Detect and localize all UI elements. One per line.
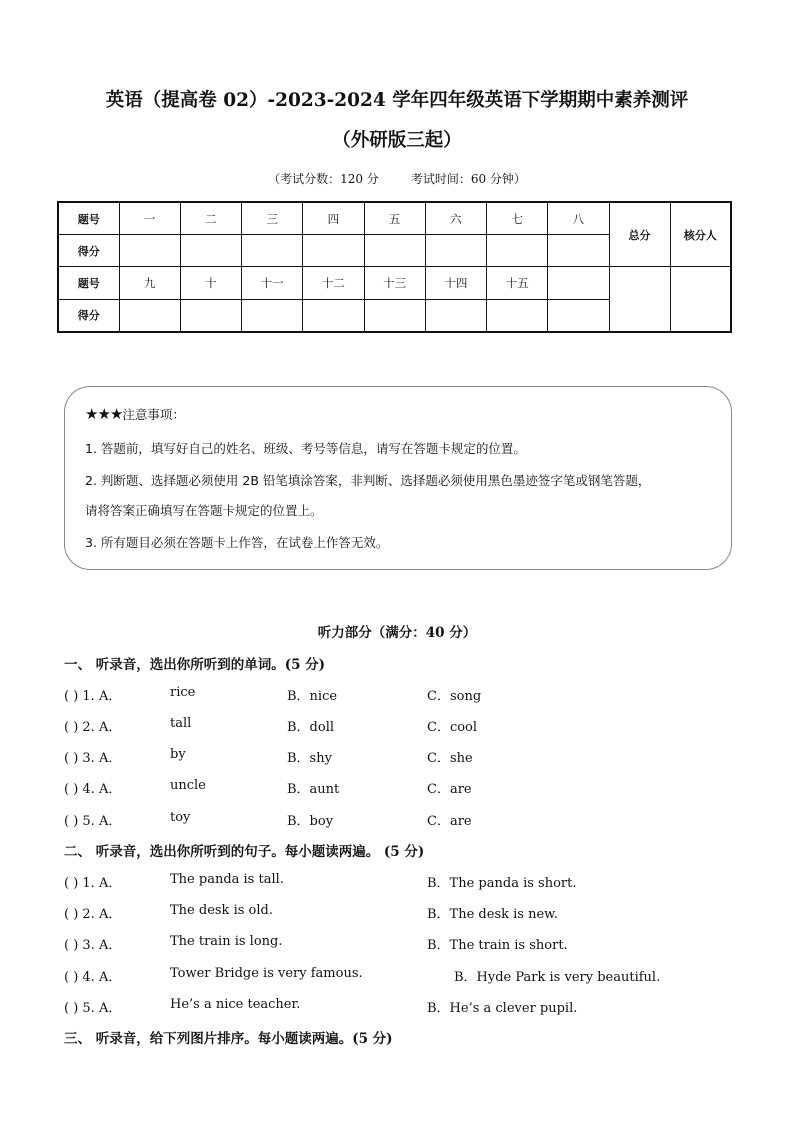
section-num: 十四 [425, 267, 486, 299]
score-cell[interactable] [487, 299, 548, 332]
score-table [57, 201, 732, 333]
checker-cell[interactable] [670, 267, 731, 332]
score-cell[interactable] [119, 299, 180, 332]
question-2-title: 二、 听录音，选出你所听到的句子。每小题读两遍。 (5 分) [64, 844, 425, 860]
score-cell[interactable] [364, 235, 425, 267]
star-icon: ★★★ [85, 405, 123, 423]
label-checker: 核分人 [670, 202, 731, 267]
section-num: 一 [119, 202, 180, 235]
label-tihao: 题号 [58, 267, 119, 299]
score-cell[interactable] [364, 299, 425, 332]
label-defen: 得分 [58, 235, 119, 267]
notice-item-1: 1. 答题前，填写好自己的姓名、班级、考号等信息，请写在答题卡规定的位置。 [85, 441, 526, 456]
list-item: ( ) 5. A． He’s a nice teacher. B．He’s a clever pupil. [64, 997, 578, 1016]
label-defen: 得分 [58, 299, 119, 332]
notice-item-2: 2. 判断题、选择题必须使用 2B 铅笔填涂答案，非判断、选择题必须使用黑色墨迹签字笔或钢笔答题， [85, 473, 651, 488]
score-cell[interactable] [303, 299, 364, 332]
exam-time: 考试时间：60 分钟） [410, 172, 526, 186]
score-cell[interactable] [180, 299, 241, 332]
section-num: 十五 [487, 267, 548, 299]
question-3-title: 三、 听录音，给下列图片排序。每小题读两遍。(5 分) [64, 1031, 393, 1047]
section-num: 十二 [303, 267, 364, 299]
page-subtitle: （外研版三起） [332, 130, 462, 151]
section-num: 十三 [364, 267, 425, 299]
section-num: 五 [364, 202, 425, 235]
list-item: ( ) 1. A． rice B．nice C．song [64, 685, 482, 704]
page-title: 英语（提高卷 02）-2023-2024 学年四年级英语下学期期中素养测评 [105, 90, 689, 111]
exam-info [0, 170, 794, 187]
list-item: ( ) 3. A． The train is long. B．The train is short. [64, 934, 568, 953]
list-item: ( ) 2. A． The desk is old. B．The desk is new. [64, 903, 558, 922]
section-num: 三 [242, 202, 303, 235]
section-num: 二 [180, 202, 241, 235]
list-item: ( ) 5. A． toy B．boy C．are [64, 810, 472, 829]
list-item: ( ) 4. A． uncle B．aunt C．are [64, 778, 472, 797]
score-cell[interactable] [548, 235, 609, 267]
list-item: ( ) 1. A． The panda is tall. B．The panda is short. [64, 872, 577, 891]
notice-heading: ★★★注意事项： [85, 405, 185, 423]
section-num: 七 [487, 202, 548, 235]
score-cell[interactable] [425, 299, 486, 332]
total-score-cell[interactable] [609, 267, 670, 332]
score-cell[interactable] [548, 299, 609, 332]
exam-score: （考试分数：120 分 [268, 172, 379, 186]
section-num: 九 [119, 267, 180, 299]
score-cell[interactable] [425, 235, 486, 267]
label-total: 总分 [609, 202, 670, 267]
notice-item-3: 3. 所有题目必须在答题卡上作答，在试卷上作答无效。 [85, 535, 389, 550]
section-num: 六 [425, 202, 486, 235]
score-cell[interactable] [119, 235, 180, 267]
section-num: 十 [180, 267, 241, 299]
score-cell[interactable] [180, 235, 241, 267]
empty-cell [548, 267, 609, 299]
label-tihao: 题号 [58, 202, 119, 235]
notice-box [64, 386, 732, 570]
section-num: 四 [303, 202, 364, 235]
list-item: ( ) 3. A． by B．shy C．she [64, 747, 473, 766]
section-num: 十一 [242, 267, 303, 299]
listening-heading: 听力部分（满分：40 分） [317, 625, 477, 641]
list-item: ( ) 2. A． tall B．doll C．cool [64, 716, 478, 735]
score-cell[interactable] [242, 235, 303, 267]
notice-item-2-cont: 请将答案正确填写在答题卡规定的位置上。 [85, 503, 323, 518]
score-cell[interactable] [303, 235, 364, 267]
score-cell[interactable] [487, 235, 548, 267]
score-cell[interactable] [242, 299, 303, 332]
list-item: ( ) 4. A． Tower Bridge is very famous. B．Hyde Park is very beautiful. [64, 966, 661, 985]
section-num: 八 [548, 202, 609, 235]
question-1-title: 一、 听录音，选出你所听到的单词。(5 分) [64, 657, 326, 673]
